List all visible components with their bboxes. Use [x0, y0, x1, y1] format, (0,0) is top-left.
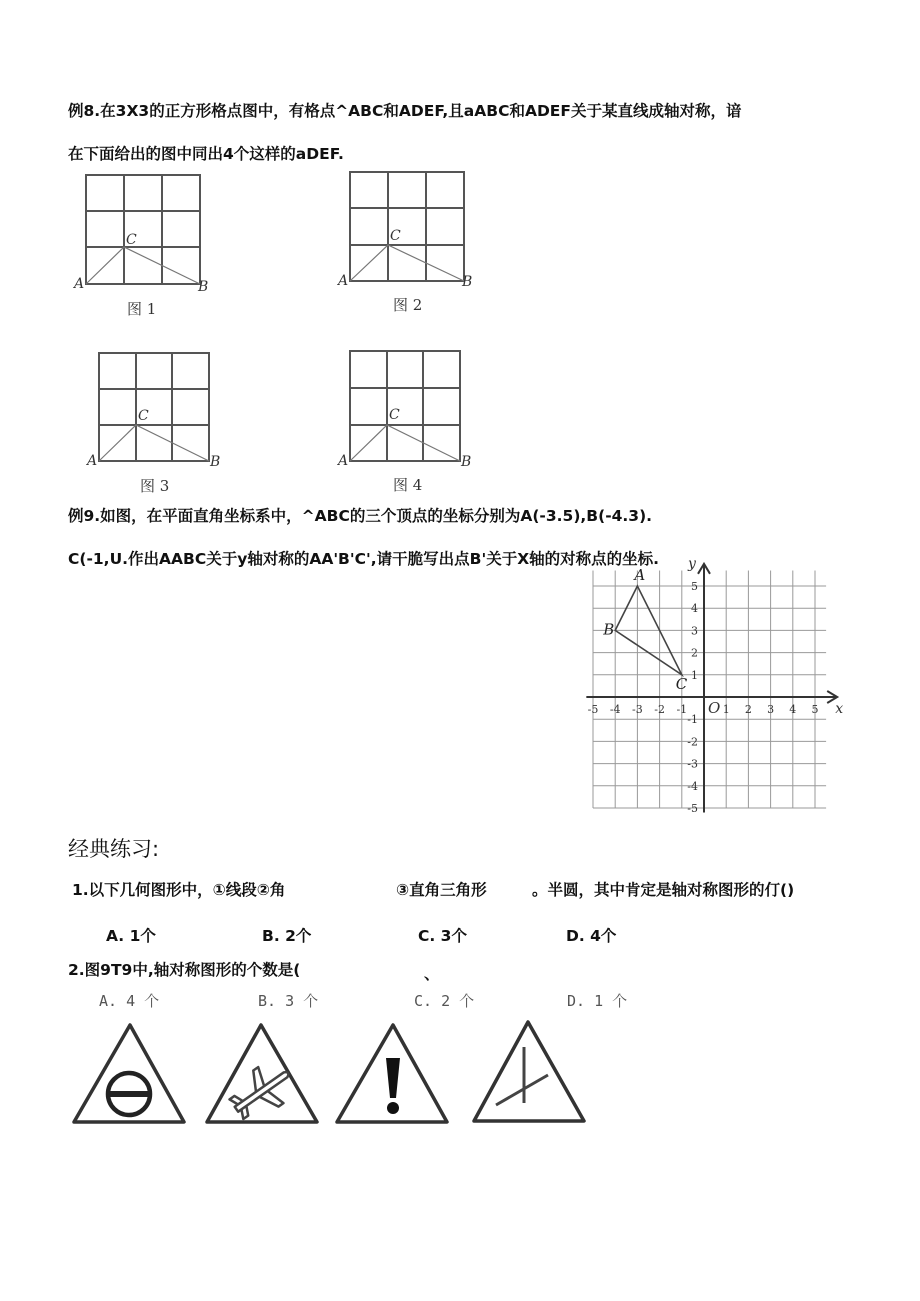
- y-axis-label: y: [688, 555, 696, 572]
- q2-text: 2.图9T9中,轴对称图形的个数是(: [68, 961, 301, 979]
- vertex-c-label: C: [138, 408, 149, 424]
- figure-1-caption: 图 1: [127, 300, 157, 318]
- vertex-a-label: A: [74, 276, 85, 292]
- y-tick-label: 1: [691, 668, 698, 682]
- q1-option-b[interactable]: B. 2个: [262, 927, 312, 945]
- point-label-a: A: [634, 566, 646, 584]
- x-tick-label: -3: [632, 703, 643, 716]
- q2-option-a[interactable]: A. 4 个: [99, 992, 160, 1010]
- q2-option-b[interactable]: B. 3 个: [258, 992, 319, 1010]
- x-tick-label: -1: [676, 703, 688, 716]
- vertex-c-label: C: [126, 232, 137, 248]
- ex9-line1: 例9.如图，在平面直角坐标系中，^ABC的三个顶点的坐标分别为A(-3.5),B(-4.3).: [68, 507, 653, 525]
- x-axis-label: x: [835, 701, 844, 717]
- x-tick-label: 1: [722, 703, 730, 716]
- x-tick-label: -5: [587, 703, 599, 716]
- crossed-lines-sign-icon: [472, 1017, 592, 1127]
- ex9-line2: C(-1,U.作出AABC关于y轴对称的AA'B'C',请干脆写出点B'关于X轴的对称点的坐标.: [68, 550, 660, 568]
- y-tick-label: 5: [691, 580, 698, 593]
- figure-2-caption: 图 2: [393, 296, 423, 314]
- vertex-a-label: A: [87, 453, 98, 469]
- vertex-b-label: B: [462, 274, 473, 290]
- vertex-a-label: A: [338, 273, 349, 289]
- vertex-b-label: B: [210, 454, 221, 470]
- x-tick-label: -2: [654, 703, 665, 716]
- y-tick-label: -3: [687, 757, 698, 771]
- y-tick-label: -5: [687, 802, 698, 815]
- vertex-c-label: C: [390, 228, 401, 244]
- exclamation-sign-icon: [333, 1020, 453, 1130]
- x-tick-label: -4: [609, 703, 621, 716]
- ex8-line1: 例8.在3X3的正方形格点图中，有格点^ABC和ADEF,且aABC和ADEF关于某直线成轴对称，谙: [68, 102, 742, 120]
- no-entry-sign-icon: [70, 1020, 190, 1130]
- q2-close: 、: [424, 965, 440, 983]
- point-label-b: B: [603, 620, 615, 639]
- q1-text-b: ③直角三角形: [396, 881, 487, 899]
- y-tick-label: -1: [687, 713, 698, 727]
- q2-option-d[interactable]: D. 1 个: [567, 992, 628, 1010]
- grid-figure-4: [336, 345, 486, 470]
- vertex-b-label: B: [461, 454, 472, 470]
- x-tick-label: 2: [744, 703, 752, 716]
- figure-4-caption: 图 4: [393, 476, 423, 494]
- y-tick-label: 2: [691, 646, 698, 660]
- q1-option-d[interactable]: D. 4个: [566, 927, 617, 945]
- q1-text-a: 1.以下几何图形中，①线段②角: [72, 881, 286, 899]
- y-tick-label: 3: [691, 624, 698, 638]
- point-label-c: C: [675, 674, 688, 693]
- practice-title: 经典练习:: [68, 837, 160, 861]
- vertex-b-label: B: [198, 279, 209, 295]
- x-tick-label: 5: [811, 703, 819, 716]
- y-tick-label: -4: [687, 779, 698, 793]
- q1-option-a[interactable]: A. 1个: [106, 927, 156, 945]
- grid-figure-1: [70, 170, 220, 295]
- x-tick-label: 4: [789, 703, 797, 716]
- grid-figure-3: [84, 345, 234, 470]
- q1-text-c: 。半圆，其中肯定是轴对称图形的仃(): [532, 881, 795, 899]
- y-tick-label: 4: [691, 602, 698, 616]
- coordinate-plane: [586, 555, 848, 815]
- grid-figure-2: [336, 165, 486, 290]
- x-tick-label: 3: [767, 703, 775, 716]
- vertex-a-label: A: [338, 453, 349, 469]
- figure-3-caption: 图 3: [140, 477, 170, 495]
- origin-label: O: [708, 699, 721, 717]
- q1-option-c[interactable]: C. 3个: [418, 927, 467, 945]
- q2-option-c[interactable]: C. 2 个: [414, 992, 475, 1010]
- vertex-c-label: C: [389, 407, 400, 423]
- ex8-line2: 在下面给出的图中同出4个这样的aDEF.: [68, 145, 344, 163]
- airplane-sign-icon: [203, 1020, 323, 1130]
- y-tick-label: -2: [687, 735, 698, 749]
